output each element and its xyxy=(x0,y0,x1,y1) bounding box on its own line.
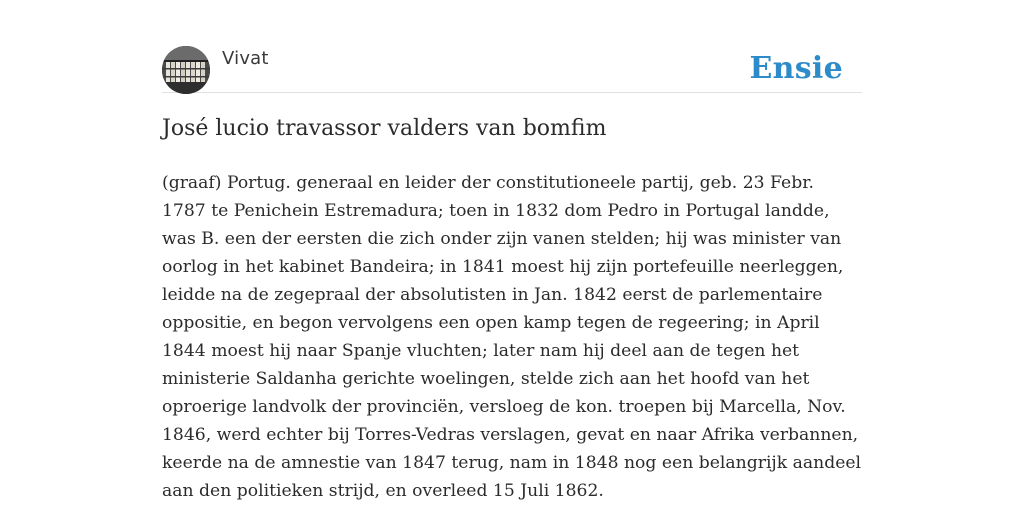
ensie-logo[interactable]: Ensie xyxy=(749,51,843,86)
entry-title: José lucio travassor valders van bomfim xyxy=(162,116,607,141)
entry-body: (graaf) Portug. generaal en leider der constitutioneele partij, geb. 23 Febr. 1787 te Penichein Estremadura; toen in 1832 dom Pedro in Portugal landde, was B. een der eersten die zich onder zijn vanen stelden; hij was minister van oorlog in het kabinet Bandeira; in 1841 moest hij zijn portefeuille neerleggen, leidde na de zegepraal der absolutisten in Jan. 1842 eerst de parlementaire oppositie, en begon vervolgens een open kamp tegen de regeering; in April 1844 moest hij naar Spanje vluchten; later nam hij deel aan de tegen het ministerie Saldanha gerichte woelingen, stelde zich aan het hoofd van het oproerige landvolk der provinciën, versloeg de kon. troepen bij Marcella, Nov. 1846, werd echter bij Torres-Vedras verslagen, gevat en naar Afrika verbannen, keerde na de amnestie van 1847 terug, nam in 1848 nog een belangrijk aandeel aan den politieken strijd, en overleed 15 Juli 1862. xyxy=(162,173,862,501)
source-name[interactable]: Vivat xyxy=(222,48,269,69)
entry-card xyxy=(162,0,862,512)
book-spines-icon xyxy=(162,46,210,94)
entry-header xyxy=(162,46,862,93)
source-avatar[interactable] xyxy=(162,46,210,94)
